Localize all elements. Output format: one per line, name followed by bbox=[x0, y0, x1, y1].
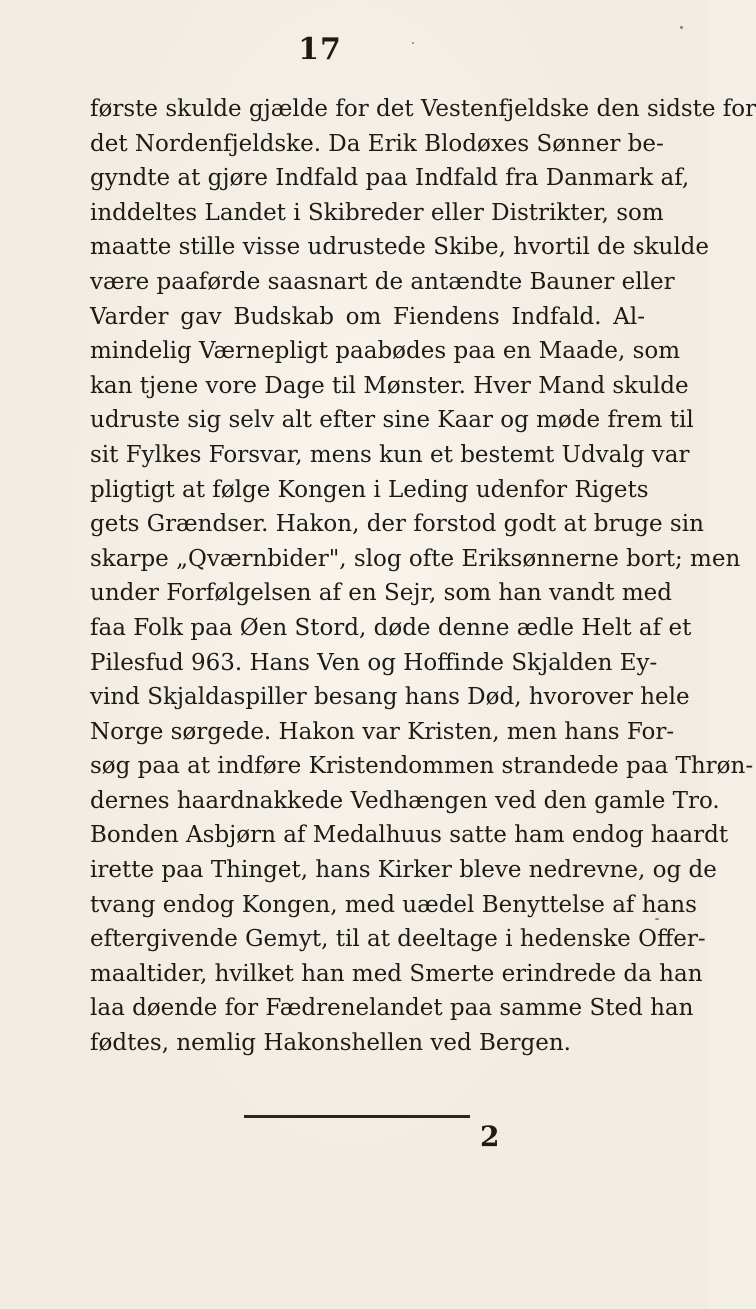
text-line-9: kan tjene vore Dage til Mønster. Hver Mand skulde bbox=[90, 372, 689, 399]
text-line-25: eftergivende Gemyt, til at deeltage i hedenske Offer- bbox=[90, 926, 706, 953]
paper-speck bbox=[412, 42, 414, 44]
footer-rule bbox=[244, 1115, 470, 1118]
text-line-18: vind Skjaldaspiller besang hans Død, hvorover hele bbox=[90, 684, 690, 711]
text-line-16: faa Folk paa Øen Stord, døde denne ædle Helt af et bbox=[90, 614, 692, 641]
text-line-8: mindelig Værnepligt paabødes paa en Maade, som bbox=[90, 338, 681, 365]
text-line-11: sit Fylkes Forsvar, mens kun et bestemt Udvalg var bbox=[90, 441, 690, 468]
paper-speck bbox=[655, 918, 659, 920]
text-line-13: gets Grændser. Hakon, der forstod godt at bruge sin bbox=[90, 511, 704, 538]
text-line-22: Bonden Asbjørn af Medalhuus satte ham endog haardt bbox=[90, 822, 729, 849]
text-line-5: maatte stille visse udrustede Skibe, hvortil de skulde bbox=[90, 234, 710, 261]
signature-mark: 2 bbox=[480, 1120, 500, 1153]
text-line-10: udruste sig selv alt efter sine Kaar og møde frem til bbox=[90, 407, 694, 434]
text-line-19: Norge sørgede. Hakon var Kristen, men hans For- bbox=[90, 718, 675, 745]
paper-speck bbox=[680, 26, 683, 29]
text-line-26: maaltider, hvilket han med Smerte erindrede da han bbox=[90, 960, 703, 987]
text-line-12: pligtigt at følge Kongen i Leding udenfor Rigets bbox=[90, 476, 649, 503]
text-line-28: fødtes, nemlig Hakonshellen ved Bergen. bbox=[90, 1030, 571, 1057]
text-line-27: laa døende for Fædrenelandet paa samme Sted han bbox=[90, 995, 694, 1022]
body-text bbox=[90, 92, 756, 1061]
text-line-15: under Forfølgelsen af en Sejr, som han vandt med bbox=[90, 580, 672, 607]
text-line-14: skarpe „Qværnbider", slog ofte Eriksønnerne bort; men bbox=[90, 545, 741, 572]
text-line-7: Varder gav Budskab om Fiendens Indfald. Al- bbox=[90, 303, 645, 330]
text-line-17: Pilesfud 963. Hans Ven og Hoffinde Skjalden Ey- bbox=[90, 649, 658, 676]
text-line-24: tvang endog Kongen, med uædel Benyttelse af hans bbox=[90, 891, 697, 918]
text-line-2: det Nordenfjeldske. Da Erik Blodøxes Sønner be- bbox=[90, 130, 664, 157]
page-number: 17 bbox=[298, 32, 342, 67]
text-line-1: første skulde gjælde for det Vestenfjeldske den sidste for bbox=[90, 96, 756, 122]
text-line-21: dernes haardnakkede Vedhængen ved den gamle Tro. bbox=[90, 787, 720, 814]
text-line-23: irette paa Thinget, hans Kirker bleve nedrevne, og de bbox=[90, 857, 717, 884]
text-line-6: være paaførde saasnart de antændte Bauner eller bbox=[90, 268, 675, 295]
text-line-4: inddeltes Landet i Skibreder eller Distrikter, som bbox=[90, 199, 664, 226]
text-line-20: søg paa at indføre Kristendommen strandede paa Thrøn- bbox=[90, 753, 754, 780]
text-line-3: gyndte at gjøre Indfald paa Indfald fra Danmark af, bbox=[90, 165, 690, 192]
